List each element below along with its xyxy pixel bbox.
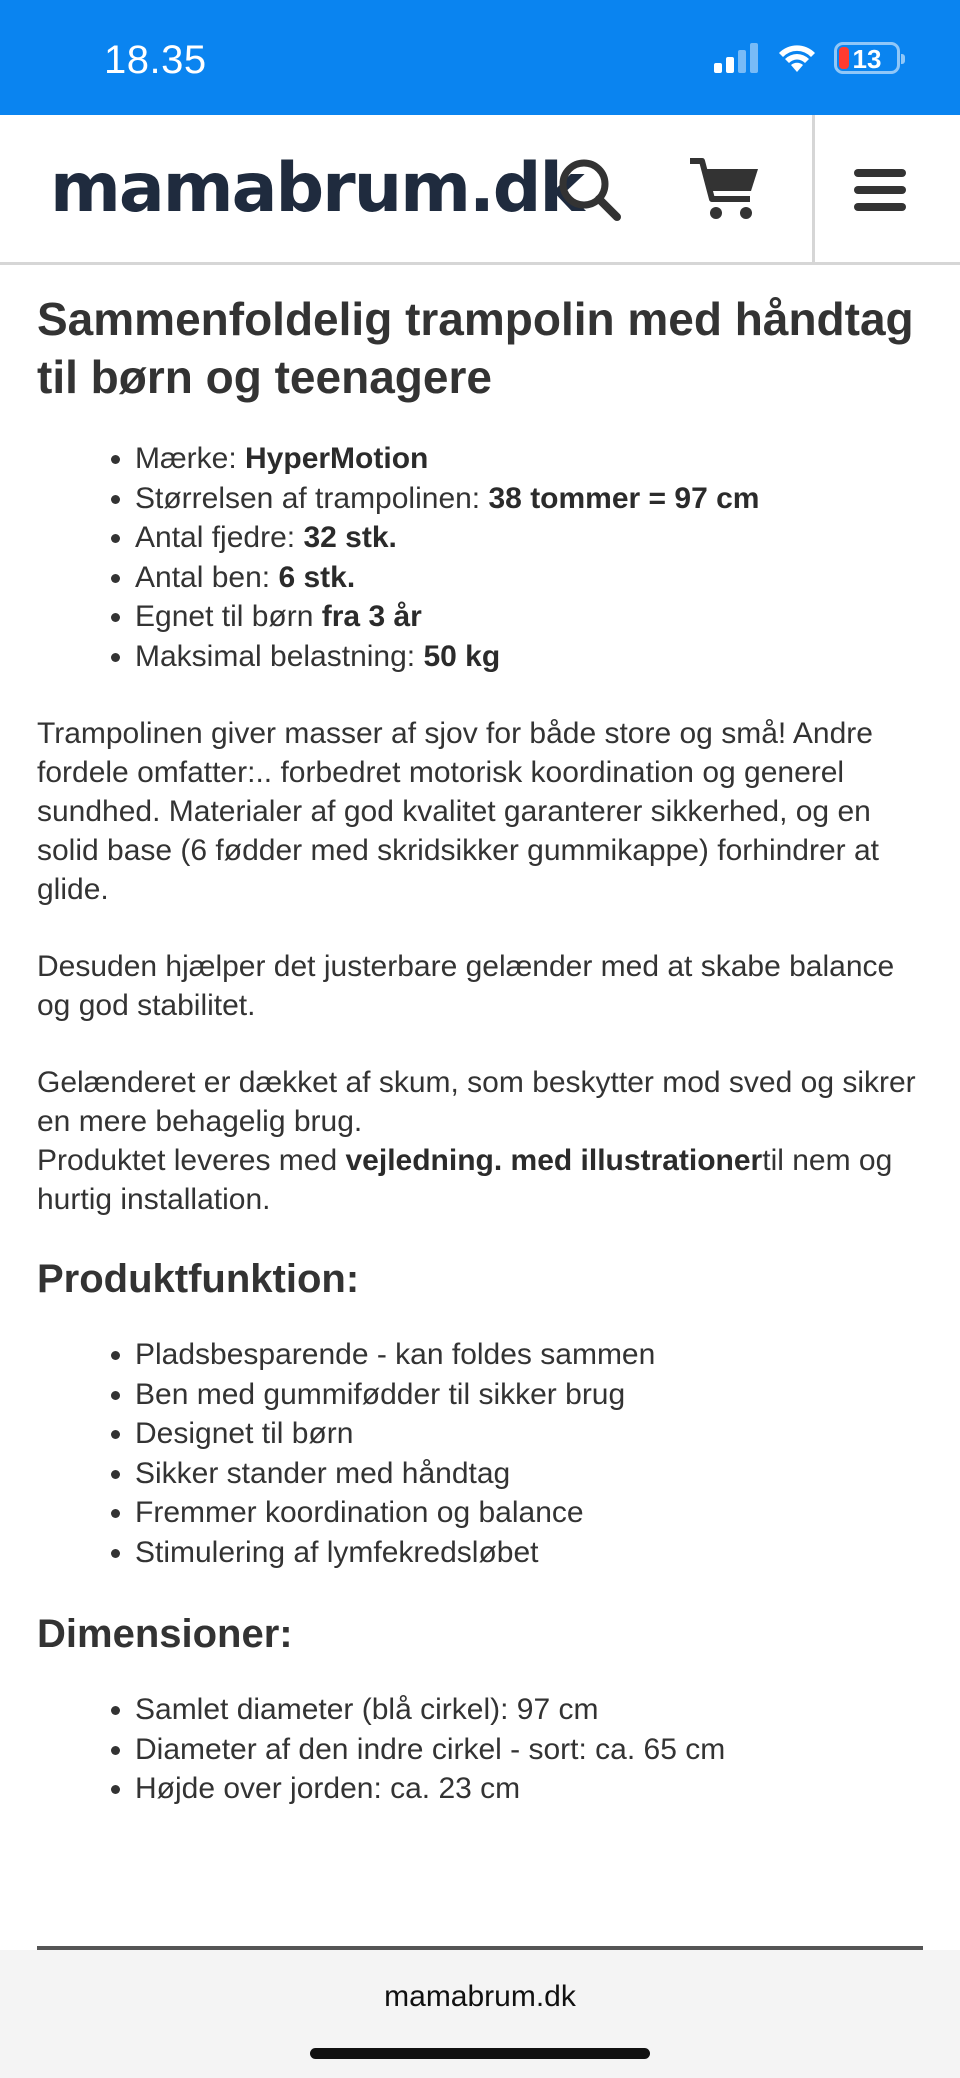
status-icons — [714, 42, 900, 74]
spec-item: • Mærke: HyperMotion — [135, 439, 927, 479]
address-bar-url[interactable]: mamabrum.dk — [384, 1980, 576, 2013]
feature-item: • Sikker stander med håndtag — [135, 1454, 927, 1494]
description-paragraph: Trampolinen giver masser af sjov for både store og små! Andre fordele omfatter:.. forbedret motorisk koordination og generel sundhed. Materialer af god kvalitet garanterer sikkerhed, og en solid base (6 fødder med skridsikker gummikappe) forhindrer at glide. — [37, 717, 880, 906]
feature-item: • Fremmer koordination og balance — [135, 1493, 927, 1533]
site-header — [0, 115, 960, 265]
features-heading: Produktfunktion: — [37, 1257, 360, 1301]
dimension-item: • Højde over jorden: ca. 23 cm — [135, 1769, 927, 1809]
product-description — [37, 290, 927, 1809]
spec-item: • Antal ben: 6 stk. — [135, 558, 927, 598]
spec-item: • Maksimal belastning: 50 kg — [135, 637, 927, 677]
cart-button[interactable] — [688, 155, 758, 225]
browser-bottom-bar — [0, 1950, 960, 2078]
feature-list — [37, 1335, 927, 1572]
search-button[interactable] — [555, 155, 625, 225]
spec-item: • Egnet til børn fra 3 år — [135, 597, 927, 637]
search-icon — [555, 155, 625, 225]
hamburger-menu-icon — [852, 155, 908, 225]
spec-item: • Størrelsen af trampolinen: 38 tommer = 97 cm — [135, 479, 927, 519]
site-logo[interactable]: mamabrum.dk — [50, 149, 583, 228]
dimension-item: • Samlet diameter (blå cirkel): 97 cm — [135, 1690, 927, 1730]
battery-icon — [834, 42, 900, 74]
feature-item: • Ben med gummifødder til sikker brug — [135, 1375, 927, 1415]
description-paragraph: Desuden hjælper det justerbare gelænder med at skabe balance og god stabilitet. — [37, 950, 895, 1022]
product-title: Sammenfoldelig trampolin med håndtag til børn og teenagere — [37, 293, 914, 403]
feature-item: • Stimulering af lymfekredsløbet — [135, 1533, 927, 1573]
status-bar — [0, 0, 960, 115]
feature-item: • Designet til børn — [135, 1414, 927, 1454]
header-divider — [812, 115, 815, 262]
battery-level: 13 — [852, 44, 882, 74]
dimensions-heading: Dimensioner: — [37, 1612, 293, 1656]
spec-item: • Antal fjedre: 32 stk. — [135, 518, 927, 558]
feature-item: • Pladsbesparende - kan foldes sammen — [135, 1335, 927, 1375]
spec-list — [37, 439, 927, 676]
wifi-icon — [776, 42, 818, 74]
signal-icon — [714, 43, 760, 73]
description-paragraph: Gelænderet er dækket af skum, som beskytter mod sved og sikrer en mere behagelig brug. Produktet leveres med vejledning. med illustrationertil nem og hurtig installation. — [37, 1066, 916, 1216]
menu-button[interactable] — [852, 155, 922, 225]
dimension-list — [37, 1690, 927, 1809]
status-time: 18.35 — [104, 38, 207, 82]
dimension-item: • Diameter af den indre cirkel - sort: ca. 65 cm — [135, 1730, 927, 1770]
cart-icon — [688, 155, 762, 225]
home-indicator[interactable] — [310, 2048, 650, 2059]
